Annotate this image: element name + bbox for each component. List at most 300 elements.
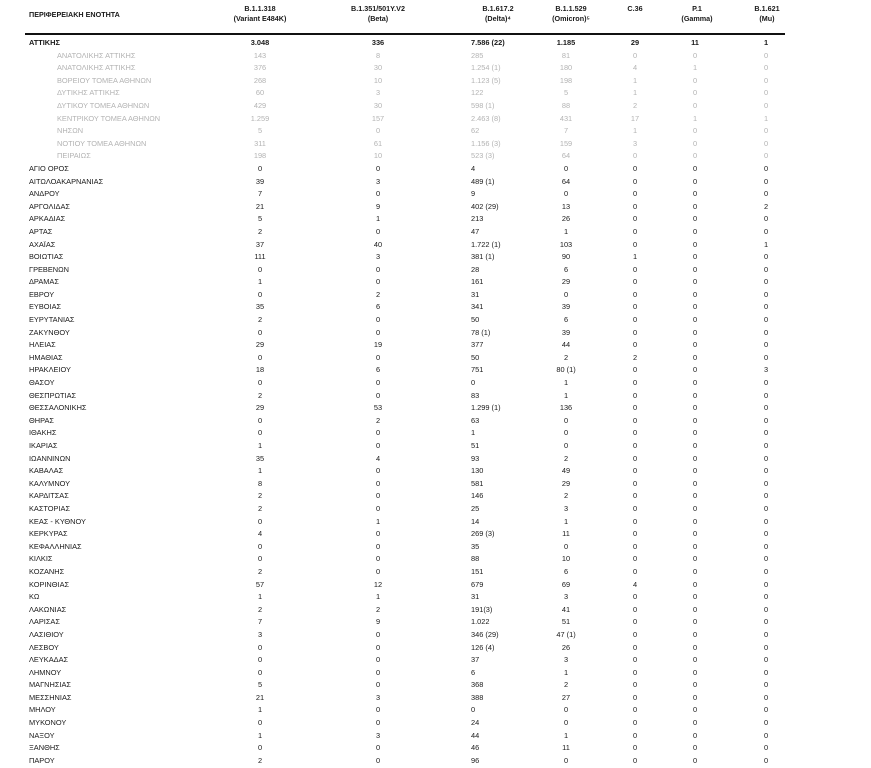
region-name: ΙΚΑΡΙΑΣ	[29, 441, 58, 450]
b16172-count: 213	[471, 214, 484, 224]
b11529-count: 180	[559, 63, 573, 73]
b1621-count: 0	[763, 642, 769, 652]
b1351-count: 2	[375, 289, 381, 299]
region-name: ΔΥΤΙΚΗΣ ΑΤΤΙΚΗΣ	[57, 88, 120, 98]
p1-count: 1	[692, 113, 698, 123]
b11318-count: 21	[255, 692, 265, 702]
b11529-count: 0	[563, 705, 569, 715]
header-p1	[677, 4, 717, 24]
table-body	[25, 37, 785, 767]
b1621-count: 0	[763, 503, 769, 513]
region-name: ΝΑΞΟΥ	[29, 730, 55, 740]
b11529-count: 7	[563, 126, 569, 136]
table-row	[25, 352, 785, 365]
b11529-count: 0	[563, 163, 569, 173]
region-name: ΛΕΥΚΑΔΑΣ	[29, 655, 69, 665]
b1351-count: 10	[373, 151, 383, 161]
b11529-count: 29	[561, 277, 571, 287]
b11529-count: 159	[559, 138, 573, 148]
region-name: ΑΡΓΟΛΙΔΑΣ	[29, 201, 70, 211]
b1351-count: 3	[375, 692, 381, 702]
region-name: ΑΓΙΟ ΟΡΟΣ	[29, 163, 69, 173]
b11318-count: 2	[257, 315, 263, 325]
p1-count: 0	[692, 176, 698, 186]
b11529-count: 198	[559, 75, 573, 85]
region-name: ΜΑΓΝΗΣΙΑΣ	[29, 680, 71, 690]
b11529-count: 10	[561, 554, 571, 564]
c36-count: 0	[632, 541, 638, 551]
b11318-count: 0	[257, 667, 263, 677]
b1351-count: 30	[373, 100, 383, 110]
b1621-count: 0	[763, 705, 769, 715]
b11318-count: 0	[257, 642, 263, 652]
p1-count: 0	[692, 315, 698, 325]
b1621-count: 0	[763, 50, 769, 60]
region-name: ΑΧΑΪΑΣ	[29, 239, 56, 249]
c36-count: 0	[632, 277, 638, 287]
table-row	[25, 213, 785, 226]
header-line2: (Gamma)	[681, 14, 713, 23]
region-name: ΖΑΚΥΝΘΟΥ	[29, 327, 70, 337]
region-name: ΚΩ	[29, 592, 40, 602]
p1-count: 0	[692, 529, 698, 539]
p1-count: 0	[692, 201, 698, 211]
c36-count: 2	[632, 100, 638, 110]
c36-count: 0	[632, 239, 638, 249]
header-line2: (Variant E484K)	[233, 14, 287, 23]
header-line1: B.1.1.529	[555, 4, 587, 13]
b11318-count: 429	[253, 100, 267, 110]
b1621-count: 0	[763, 441, 769, 450]
b1351-count: 0	[375, 680, 381, 690]
b16172-count: 1.722 (1)	[471, 239, 501, 249]
b11318-count: 7	[257, 617, 263, 627]
b11529-count: 1	[563, 226, 569, 236]
table-row	[25, 755, 785, 768]
b1621-count: 0	[763, 302, 769, 312]
region-name: ΔΡΑΜΑΣ	[29, 277, 59, 287]
p1-count: 0	[692, 50, 698, 60]
region-name: ΛΕΣΒΟΥ	[29, 642, 59, 652]
c36-count: 3	[632, 138, 638, 148]
b16172-count: 35	[471, 541, 480, 551]
region-name: ΑΝΔΡΟΥ	[29, 189, 60, 199]
p1-count: 0	[692, 730, 698, 740]
b1351-count: 30	[373, 63, 383, 73]
b1621-count: 0	[763, 100, 769, 110]
b11529-count: 69	[561, 579, 571, 589]
b1351-count: 0	[375, 529, 381, 539]
b1351-count: 8	[375, 50, 381, 60]
b1351-count: 1	[375, 516, 381, 526]
b1351-count: 0	[375, 428, 381, 438]
region-name: ΚΟΡΙΝΘΙΑΣ	[29, 579, 70, 589]
b11529-count: 80 (1)	[556, 365, 576, 375]
variants-table	[25, 0, 785, 767]
table-row	[25, 402, 785, 415]
sub-region-row	[25, 125, 785, 138]
b16172-count: 78 (1)	[471, 327, 491, 337]
b1351-count: 0	[375, 378, 381, 388]
c36-count: 17	[630, 113, 640, 123]
table-row	[25, 528, 785, 541]
sub-region-row	[25, 62, 785, 75]
b11318-count: 35	[255, 302, 265, 312]
table-row	[25, 188, 785, 201]
b16172-count: 31	[471, 289, 480, 299]
b1621-count: 1	[763, 239, 769, 249]
b16172-count: 28	[471, 264, 480, 274]
b1621-count: 0	[763, 491, 769, 501]
b11529-count: 0	[563, 289, 569, 299]
c36-count: 2	[632, 352, 638, 362]
b1351-count: 9	[375, 617, 381, 627]
region-name: ΛΑΚΩΝΙΑΣ	[29, 604, 67, 614]
b1351-count: 0	[375, 466, 381, 476]
b11318-count: 3.048	[250, 38, 270, 47]
region-name: ΘΕΣΠΡΩΤΙΑΣ	[29, 390, 77, 400]
b1351-count: 0	[375, 755, 381, 765]
sub-region-row	[25, 138, 785, 151]
b16172-count: 130	[471, 466, 484, 476]
b11318-count: 7	[257, 189, 263, 199]
p1-count: 0	[692, 415, 698, 425]
c36-count: 0	[632, 566, 638, 576]
table-row	[25, 478, 785, 491]
b1351-count: 0	[375, 189, 381, 199]
region-name: ΝΟΤΙΟΥ ΤΟΜΕΑ ΑΘΗΝΩΝ	[57, 138, 147, 148]
b1351-count: 61	[373, 138, 383, 148]
b11318-count: 2	[257, 226, 263, 236]
table-row	[25, 742, 785, 755]
b1621-count: 0	[763, 415, 769, 425]
c36-count: 0	[632, 718, 638, 728]
b11318-count: 143	[253, 50, 267, 60]
b1621-count: 0	[763, 692, 769, 702]
b11529-count: 47 (1)	[556, 629, 576, 639]
table-row	[25, 516, 785, 529]
b1621-count: 1	[763, 38, 769, 47]
c36-count: 0	[632, 629, 638, 639]
b11318-count: 2	[257, 604, 263, 614]
table-row	[25, 251, 785, 264]
b1621-count: 0	[763, 88, 769, 98]
table-row	[25, 415, 785, 428]
b16172-count: 14	[471, 516, 480, 526]
table-row	[25, 704, 785, 717]
p1-count: 0	[692, 718, 698, 728]
b1621-count: 0	[763, 189, 769, 199]
b11529-count: 2	[563, 352, 569, 362]
table-row	[25, 377, 785, 390]
b11529-count: 0	[563, 541, 569, 551]
b16172-count: 62	[471, 126, 480, 136]
b11529-count: 0	[563, 189, 569, 199]
p1-count: 0	[692, 100, 698, 110]
b11318-count: 1	[257, 277, 263, 287]
p1-count: 0	[692, 365, 698, 375]
region-name: ΜΗΛΟΥ	[29, 705, 56, 715]
region-name: ΚΙΛΚΙΣ	[29, 554, 53, 564]
b16172-count: 63	[471, 415, 480, 425]
header-line1: P.1	[692, 4, 702, 13]
b11318-count: 2	[257, 390, 263, 400]
b16172-count: 7.586 (22)	[471, 38, 505, 47]
b16172-count: 269 (3)	[471, 529, 495, 539]
b1351-count: 0	[375, 541, 381, 551]
region-name: ΚΕΦΑΛΛΗΝΙΑΣ	[29, 541, 82, 551]
b1351-count: 6	[375, 365, 381, 375]
c36-count: 0	[632, 315, 638, 325]
table-row	[25, 579, 785, 592]
table-row	[25, 226, 785, 239]
b11318-count: 311	[254, 138, 266, 148]
b11529-count: 13	[561, 201, 571, 211]
p1-count: 0	[692, 289, 698, 299]
b1621-count: 0	[763, 63, 769, 73]
b1351-count: 0	[375, 491, 381, 501]
b16172-count: 122	[471, 88, 484, 98]
table-row	[25, 339, 785, 352]
c36-count: 0	[632, 705, 638, 715]
b1621-count: 0	[763, 378, 769, 388]
region-name: ΑΝΑΤΟΛΙΚΗΣ ΑΤΤΙΚΗΣ	[57, 50, 136, 60]
b11318-count: 0	[257, 352, 263, 362]
table-row	[25, 553, 785, 566]
b11529-count: 90	[561, 252, 571, 262]
b11529-count: 64	[561, 151, 571, 161]
b11318-count: 37	[255, 239, 265, 249]
b16172-count: 83	[471, 390, 480, 400]
c36-count: 0	[632, 604, 638, 614]
b11318-count: 0	[257, 554, 263, 564]
header-b16172	[463, 4, 533, 24]
region-name: ΘΕΣΣΑΛΟΝΙΚΗΣ	[29, 403, 87, 413]
b11318-count: 39	[255, 176, 265, 186]
b11529-count: 0	[563, 415, 569, 425]
b1351-count: 0	[375, 126, 381, 136]
b16172-count: 37	[471, 655, 480, 665]
b16172-count: 523 (3)	[471, 151, 495, 161]
p1-count: 0	[692, 667, 698, 677]
b1621-count: 0	[763, 667, 769, 677]
c36-count: 0	[632, 667, 638, 677]
b11529-count: 431	[559, 113, 573, 123]
b11529-count: 26	[561, 642, 571, 652]
b11529-count: 6	[563, 264, 569, 274]
region-name: ΚΕΝΤΡΙΚΟΥ ΤΟΜΕΑ ΑΘΗΝΩΝ	[57, 113, 161, 123]
b1351-count: 0	[375, 667, 381, 677]
p1-count: 0	[692, 554, 698, 564]
b1621-count: 0	[763, 352, 769, 362]
p1-count: 0	[692, 239, 698, 249]
b1351-count: 0	[375, 655, 381, 665]
b1621-count: 0	[763, 315, 769, 325]
b11529-count: 2	[563, 453, 569, 463]
b16172-count: 96	[471, 755, 480, 765]
b16172-count: 50	[471, 315, 480, 325]
c36-count: 0	[632, 226, 638, 236]
b11318-count: 18	[255, 365, 265, 375]
region-name: ΚΑΛΥΜΝΟΥ	[29, 478, 71, 488]
p1-count: 0	[692, 428, 698, 438]
table-row	[25, 453, 785, 466]
b1351-count: 53	[373, 403, 383, 413]
p1-count: 0	[692, 604, 698, 614]
b1351-count: 0	[375, 264, 381, 274]
p1-count: 0	[692, 352, 698, 362]
c36-count: 0	[632, 365, 638, 375]
b11318-count: 0	[257, 415, 263, 425]
b16172-count: 0	[471, 378, 476, 388]
c36-count: 1	[632, 88, 638, 98]
b1351-count: 6	[375, 302, 381, 312]
header-line1: ΠΕΡΙΦΕΡΕΙΑΚΗ ΕΝΟΤΗΤΑ	[29, 10, 120, 19]
b1621-count: 0	[763, 403, 769, 413]
b1351-count: 157	[371, 113, 385, 123]
b16172-count: 346 (29)	[471, 629, 499, 639]
b1351-count: 0	[375, 718, 381, 728]
b1621-count: 0	[763, 75, 769, 85]
b1621-count: 0	[763, 138, 769, 148]
b1621-count: 0	[763, 566, 769, 576]
region-name: ΕΒΡΟΥ	[29, 289, 55, 299]
b16172-count: 0	[471, 705, 476, 715]
region-name: ΑΝΑΤΟΛΙΚΗΣ ΑΤΤΙΚΗΣ	[57, 63, 136, 73]
b11318-count: 2	[257, 503, 263, 513]
b1351-count: 4	[375, 453, 381, 463]
region-name: ΓΡΕΒΕΝΩΝ	[29, 264, 69, 274]
b16172-count: 381 (1)	[471, 252, 495, 262]
region-name: ΑΙΤΩΛΟΑΚΑΡΝΑΝΙΑΣ	[29, 176, 104, 186]
region-name: ΘΗΡΑΣ	[29, 415, 54, 425]
b1621-count: 0	[763, 226, 769, 236]
b16172-count: 88	[471, 554, 480, 564]
region-name: ΚΕΡΚΥΡΑΣ	[29, 529, 68, 539]
b11529-count: 103	[559, 239, 573, 249]
p1-count: 0	[692, 503, 698, 513]
b1351-count: 1	[375, 592, 381, 602]
b11529-count: 81	[561, 50, 571, 60]
b11318-count: 198	[253, 151, 267, 161]
b1621-count: 0	[763, 516, 769, 526]
header-line1: B.1.617.2	[482, 4, 514, 13]
p1-count: 0	[692, 743, 698, 753]
b11529-count: 51	[561, 617, 571, 627]
b11318-count: 29	[255, 340, 265, 350]
p1-count: 0	[692, 264, 698, 274]
c36-count: 0	[632, 529, 638, 539]
region-name: ΚΑΒΑΛΑΣ	[29, 466, 64, 476]
b11529-count: 29	[561, 478, 571, 488]
table-row	[25, 264, 785, 277]
b16172-count: 1	[471, 428, 476, 438]
b11529-count: 0	[563, 718, 569, 728]
b16172-count: 50	[471, 352, 480, 362]
b11529-count: 1	[563, 730, 569, 740]
b11529-count: 136	[559, 403, 573, 413]
p1-count: 0	[692, 541, 698, 551]
b1351-count: 336	[371, 38, 385, 47]
b1621-count: 0	[763, 743, 769, 753]
b11318-count: 5	[257, 126, 263, 136]
b11529-count: 44	[561, 340, 571, 350]
p1-count: 0	[692, 214, 698, 224]
p1-count: 0	[692, 378, 698, 388]
table-row	[25, 642, 785, 655]
header-b1351	[345, 4, 411, 24]
b11318-count: 0	[257, 327, 263, 337]
region-name: ΗΡΑΚΛΕΙΟΥ	[29, 365, 71, 375]
p1-count: 0	[692, 466, 698, 476]
table-row	[25, 239, 785, 252]
b1351-count: 2	[375, 415, 381, 425]
b1621-count: 0	[763, 264, 769, 274]
c36-count: 0	[632, 453, 638, 463]
region-name: ΜΕΣΣΗΝΙΑΣ	[29, 692, 72, 702]
c36-count: 0	[632, 516, 638, 526]
b16172-count: 581	[471, 478, 484, 488]
b16172-count: 146	[471, 491, 484, 501]
b1621-count: 0	[763, 327, 769, 337]
b1621-count: 0	[763, 730, 769, 740]
b11529-count: 0	[563, 428, 569, 438]
c36-count: 0	[632, 755, 638, 765]
b1621-count: 0	[763, 617, 769, 627]
b1351-count: 40	[373, 239, 383, 249]
sub-region-row	[25, 75, 785, 88]
b11529-count: 1	[563, 378, 569, 388]
table-row	[25, 604, 785, 617]
c36-count: 1	[632, 75, 638, 85]
table-row	[25, 364, 785, 377]
region-name: ΚΟΖΑΝΗΣ	[29, 566, 65, 576]
table-row	[25, 654, 785, 667]
b11529-count: 1	[563, 390, 569, 400]
b1351-count: 0	[375, 277, 381, 287]
b1621-count: 0	[763, 718, 769, 728]
p1-count: 0	[692, 340, 698, 350]
c36-count: 0	[632, 680, 638, 690]
b11318-count: 0	[257, 264, 263, 274]
b1621-count: 0	[763, 541, 769, 551]
b16172-count: 161	[471, 277, 484, 287]
b11318-count: 1.259	[250, 113, 270, 123]
p1-count: 0	[692, 692, 698, 702]
table-row	[25, 301, 785, 314]
table-row	[25, 730, 785, 743]
b11318-count: 2	[257, 755, 263, 765]
p1-count: 0	[692, 138, 698, 148]
b1621-count: 0	[763, 478, 769, 488]
b1621-count: 0	[763, 466, 769, 476]
p1-count: 0	[692, 755, 698, 765]
c36-count: 0	[632, 327, 638, 337]
b1351-count: 0	[375, 642, 381, 652]
b1351-count: 0	[375, 554, 381, 564]
p1-count: 0	[692, 302, 698, 312]
b1621-count: 0	[763, 289, 769, 299]
region-name: ΚΑΡΔΙΤΣΑΣ	[29, 491, 69, 501]
b11318-count: 0	[257, 428, 263, 438]
b16172-count: 598 (1)	[471, 100, 495, 110]
b16172-count: 1.299 (1)	[471, 403, 501, 413]
b1621-count: 3	[763, 365, 769, 375]
b1351-count: 3	[375, 88, 381, 98]
b16172-count: 377	[471, 340, 484, 350]
header-line1: C.36	[627, 4, 643, 13]
b1351-count: 0	[375, 566, 381, 576]
